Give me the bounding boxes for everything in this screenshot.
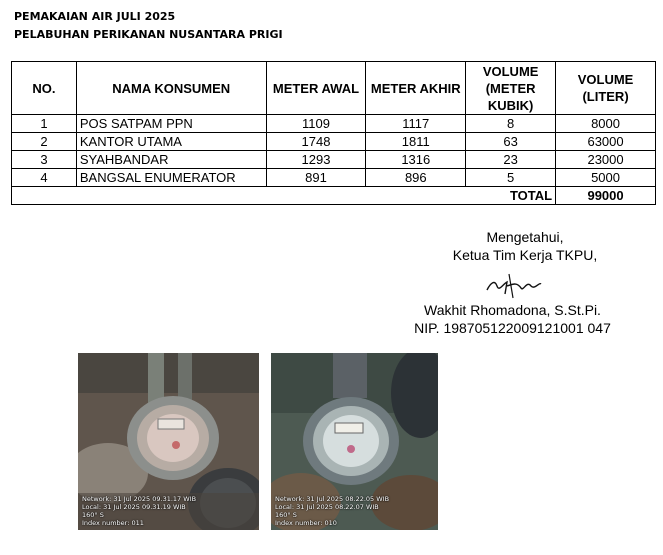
cell-meter-end: 896 (366, 169, 466, 187)
signer-role: Ketua Tim Kerja TKPU, (452, 247, 598, 263)
cell-no: 3 (12, 151, 77, 169)
table-header-row (12, 62, 656, 115)
photo-1-local-time: Local: 31 Jul 2025 09.31.19 WIB (82, 503, 186, 511)
photo-2-network-time: Network: 31 Jul 2025 08.22.05 WIB (275, 495, 390, 503)
handwritten-signature (483, 270, 543, 300)
cell-meter-end: 1316 (366, 151, 466, 169)
cell-consumer-name: SYAHBANDAR (76, 151, 266, 169)
cell-volume-liter: 5000 (556, 169, 656, 187)
cell-meter-start: 1748 (266, 133, 366, 151)
header-volume-m3: VOLUME (METER KUBIK) (466, 62, 556, 115)
cell-consumer-name: BANGSAL ENUMERATOR (76, 169, 266, 187)
table-row (12, 133, 656, 151)
cell-meter-start: 891 (266, 169, 366, 187)
total-label: TOTAL (466, 187, 556, 205)
header-meter-end: METER AKHIR (366, 62, 466, 115)
cell-meter-end: 1117 (366, 115, 466, 133)
photo-1-network-time: Network: 31 Jul 2025 09.31.17 WIB (82, 495, 197, 503)
cell-meter-start: 1293 (266, 151, 366, 169)
photo-2-local-time: Local: 31 Jul 2025 08.22.07 WIB (275, 503, 379, 511)
header-consumer-name: NAMA KONSUMEN (76, 62, 266, 115)
cell-volume-m3: 5 (466, 169, 556, 187)
cell-volume-m3: 23 (466, 151, 556, 169)
cell-no: 1 (12, 115, 77, 133)
cell-no: 2 (12, 133, 77, 151)
water-usage-table (11, 61, 656, 205)
table-row (12, 151, 656, 169)
header-meter-start: METER AWAL (266, 62, 366, 115)
header-no: NO. (12, 62, 77, 115)
total-value: 99000 (556, 187, 656, 205)
cell-consumer-name: KANTOR UTAMA (76, 133, 266, 151)
photo-1-timestamp (82, 495, 196, 527)
acknowledgement-text: Mengetahui, (486, 229, 564, 245)
photo-2-index: Index number: 010 (275, 519, 337, 527)
header-volume-liter: VOLUME (LITER) (556, 62, 656, 115)
document-title: PEMAKAIAN AIR JULI 2025 (14, 10, 176, 23)
document-subtitle: PELABUHAN PERIKANAN NUSANTARA PRIGI (14, 28, 283, 41)
table-total-row (12, 187, 656, 205)
signer-name: Wakhit Rhomadona, S.St.Pi. (424, 302, 601, 318)
photo-2-heading: 160° S (275, 511, 297, 519)
cell-consumer-name: POS SATPAM PPN (76, 115, 266, 133)
cell-volume-m3: 63 (466, 133, 556, 151)
table-row (12, 115, 656, 133)
total-spacer (12, 187, 466, 205)
photo-1-index: Index number: 011 (82, 519, 144, 527)
meter-photo-1 (78, 353, 259, 530)
cell-volume-liter: 23000 (556, 151, 656, 169)
cell-meter-start: 1109 (266, 115, 366, 133)
signer-nip: NIP. 198705122009121001 047 (414, 320, 611, 336)
cell-volume-liter: 8000 (556, 115, 656, 133)
cell-volume-m3: 8 (466, 115, 556, 133)
cell-volume-liter: 63000 (556, 133, 656, 151)
cell-no: 4 (12, 169, 77, 187)
table-row (12, 169, 656, 187)
photo-2-timestamp (275, 495, 389, 527)
photo-1-heading: 160° S (82, 511, 104, 519)
cell-meter-end: 1811 (366, 133, 466, 151)
meter-photo-2 (271, 353, 438, 530)
